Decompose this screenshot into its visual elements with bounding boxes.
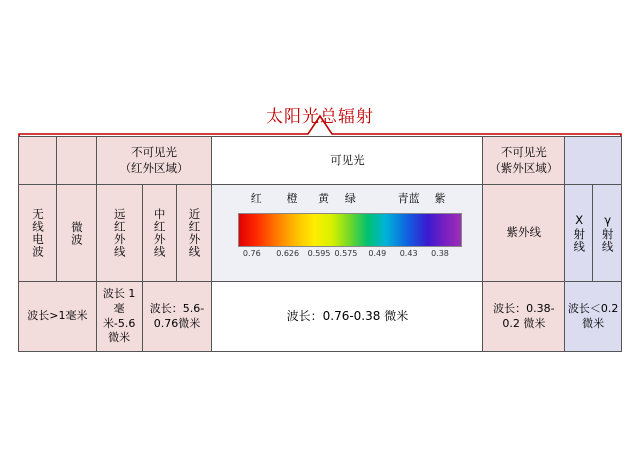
band-far-infrared	[97, 185, 143, 282]
header-invisible-uv-line2: （紫外区域）	[489, 160, 559, 175]
spectrum-color-label: 紫	[434, 192, 446, 205]
header-blank-xray-gamma	[565, 137, 621, 185]
band-radio-label: 无线电波	[31, 208, 46, 258]
band-xray-label: X射线	[572, 213, 587, 253]
wavelength-mid-near-infrared: 波长：5.6-0.76微米	[143, 282, 213, 351]
band-microwave	[57, 185, 97, 282]
header-blank-micro	[57, 137, 97, 185]
header-invisible-ir-line1: 不可见光	[131, 144, 178, 159]
wavelength-far-infrared: 波长 1毫米-5.6微米	[97, 282, 143, 351]
band-xray	[565, 185, 593, 282]
page-title: 太阳光总辐射	[266, 107, 374, 127]
band-gamma-label: γ射线	[600, 213, 615, 253]
header-visible: 可见光	[212, 137, 483, 185]
spectrum-tick-labels	[214, 249, 480, 263]
band-gamma	[593, 185, 621, 282]
wavelength-ultraviolet: 波长：0.38-0.2 微米	[483, 282, 565, 351]
spectrum-tick-label: 0.575	[334, 249, 358, 258]
spectrum-color-labels	[214, 192, 480, 208]
spectrum-tick-label: 0.595	[307, 249, 331, 258]
header-invisible-uv-line1: 不可见光	[500, 144, 547, 159]
visible-spectrum-cell	[212, 185, 483, 282]
spectrum-tick-label: 0.49	[368, 249, 387, 258]
bracket-icon	[18, 112, 622, 138]
spectrum-table	[18, 136, 622, 352]
spectrum-tick-label: 0.626	[276, 249, 300, 258]
spectrum-bar	[238, 213, 462, 247]
visible-spectrum-inner	[214, 187, 480, 279]
wavelength-radio-microwave: 波长>1毫米	[19, 282, 97, 351]
spectrum-tick-label: 0.76	[242, 249, 261, 258]
band-near-infrared	[177, 185, 213, 282]
band-near-infrared-label: 近红外线	[187, 208, 202, 258]
spectrum-color-label: 橙	[286, 192, 298, 205]
band-far-infrared-label: 远红外线	[112, 208, 127, 258]
table-header-row	[19, 137, 621, 185]
header-blank-radio	[19, 137, 57, 185]
spectrum-color-label: 绿	[344, 192, 356, 205]
spectrum-color-label: 黄	[318, 192, 329, 205]
band-ultraviolet	[483, 185, 565, 282]
wavelength-xray-gamma: 波长＜0.2 微米	[565, 282, 621, 351]
band-microwave-label: 微波	[69, 220, 84, 246]
spectrum-tick-label: 0.43	[399, 249, 418, 258]
spectrum-color-label: 青蓝	[397, 192, 420, 205]
header-invisible-uv	[483, 137, 565, 185]
wavelength-visible: 波长：0.76-0.38 微米	[212, 282, 483, 351]
band-mid-infrared	[143, 185, 177, 282]
header-invisible-ir-line2: （红外区域）	[119, 160, 189, 175]
header-invisible-ir	[97, 137, 213, 185]
table-wavelength-row	[19, 282, 621, 351]
band-radio	[19, 185, 57, 282]
band-ultraviolet-label: 紫外线	[506, 225, 542, 240]
spectrum-color-label: 红	[250, 192, 262, 205]
band-mid-infrared-label: 中红外线	[152, 208, 167, 258]
table-band-row	[19, 185, 621, 282]
spectrum-tick-label: 0.38	[431, 249, 449, 258]
